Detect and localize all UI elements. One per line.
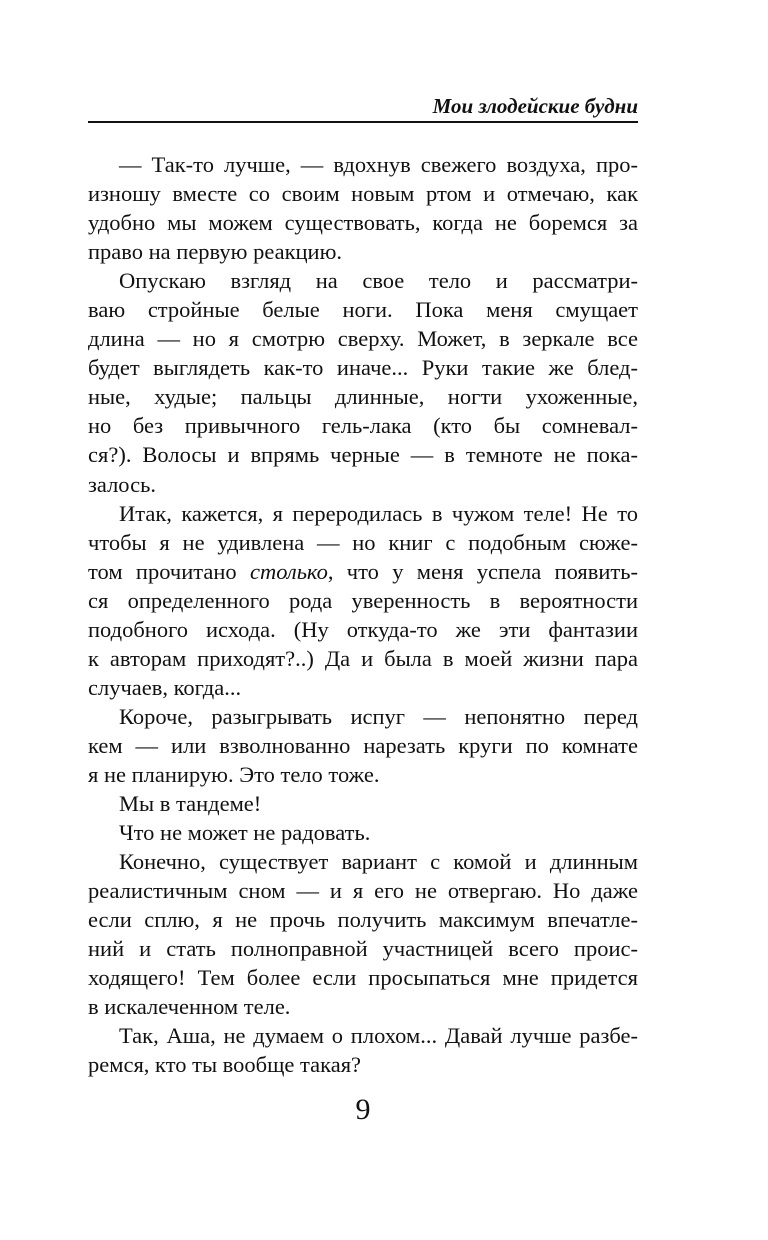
emphasis: столько bbox=[249, 558, 328, 584]
text-line: если сплю, я не прочь получить максимум впечатле- bbox=[88, 907, 638, 933]
text-line bbox=[88, 557, 638, 586]
text-line: Опускаю взгляд на свое тело и рассматри- bbox=[119, 268, 638, 294]
text-line: — Так-то лучше, — вдохнув свежего воздуха, про- bbox=[119, 152, 638, 177]
text-line: Конечно, существует вариант с комой и длинным bbox=[119, 849, 638, 875]
text-line: ные, худые; пальцы длинные, ногти ухоженные, bbox=[88, 384, 638, 410]
text-line: длина — но я смотрю сверху. Может, в зеркале все bbox=[88, 326, 638, 352]
text-line: Мы в тандеме! bbox=[119, 791, 262, 817]
text-line: но без привычного гель-лака (кто бы сомневал- bbox=[88, 413, 638, 439]
running-head: Мои злодейские будни bbox=[432, 94, 638, 118]
text-line: чтобы я не удивлена — но книг с подобным сюже- bbox=[88, 529, 638, 555]
text-line: ний и стать полноправной участницей всего проис- bbox=[88, 936, 638, 962]
body-text bbox=[88, 150, 638, 1080]
text-line: ваю стройные белые ноги. Пока меня смущает bbox=[88, 297, 638, 323]
page-number: 9 bbox=[355, 1093, 371, 1126]
text-line: кем — или взволнованно нарезать круги по комнате bbox=[88, 732, 638, 758]
text-line: изношу вместе со своим новым ртом и отмечаю, как bbox=[88, 181, 638, 207]
text-line: удобно мы можем существовать, когда не боремся за bbox=[88, 210, 638, 236]
text-run: том прочитано bbox=[88, 558, 250, 584]
text-line: залось. bbox=[88, 471, 156, 497]
text-run: , что у меня успела появить- bbox=[327, 558, 639, 584]
text-line: я не планирую. Это тело тоже. bbox=[88, 761, 380, 787]
text-line: ходящего! Тем более если просыпаться мне придется bbox=[88, 965, 638, 991]
text-line: случаев, когда... bbox=[88, 674, 242, 700]
text-line: Что не может не радовать. bbox=[119, 820, 371, 846]
text-line: подобного исхода. (Ну откуда-то же эти фантазии bbox=[88, 616, 638, 642]
text-line: в искалеченном теле. bbox=[88, 994, 291, 1020]
header-rule bbox=[88, 121, 638, 123]
text-line: Так, Аша, не думаем о плохом... Давай лучше разбе- bbox=[119, 1023, 638, 1049]
text-line: будет выглядеть как-то иначе... Руки такие же блед- bbox=[88, 355, 638, 381]
text-line: ся определенного рода уверенность в вероятности bbox=[88, 587, 638, 613]
text-line: реалистичным сном — и я его не отвергаю. Но даже bbox=[88, 878, 638, 904]
text-line: ся?). Волосы и впрямь черные — в темноте не пока- bbox=[88, 442, 638, 468]
text-line: право на первую реакцию. bbox=[88, 239, 343, 265]
text-line: ремся, кто ты вообще такая? bbox=[88, 1052, 362, 1078]
text-line: Итак, кажется, я переродилась в чужом теле! Не то bbox=[119, 500, 638, 526]
text-line: Короче, разыгрывать испуг — непонятно перед bbox=[119, 703, 638, 729]
text-line: к авторам приходят?..) Да и была в моей жизни пара bbox=[88, 645, 638, 671]
